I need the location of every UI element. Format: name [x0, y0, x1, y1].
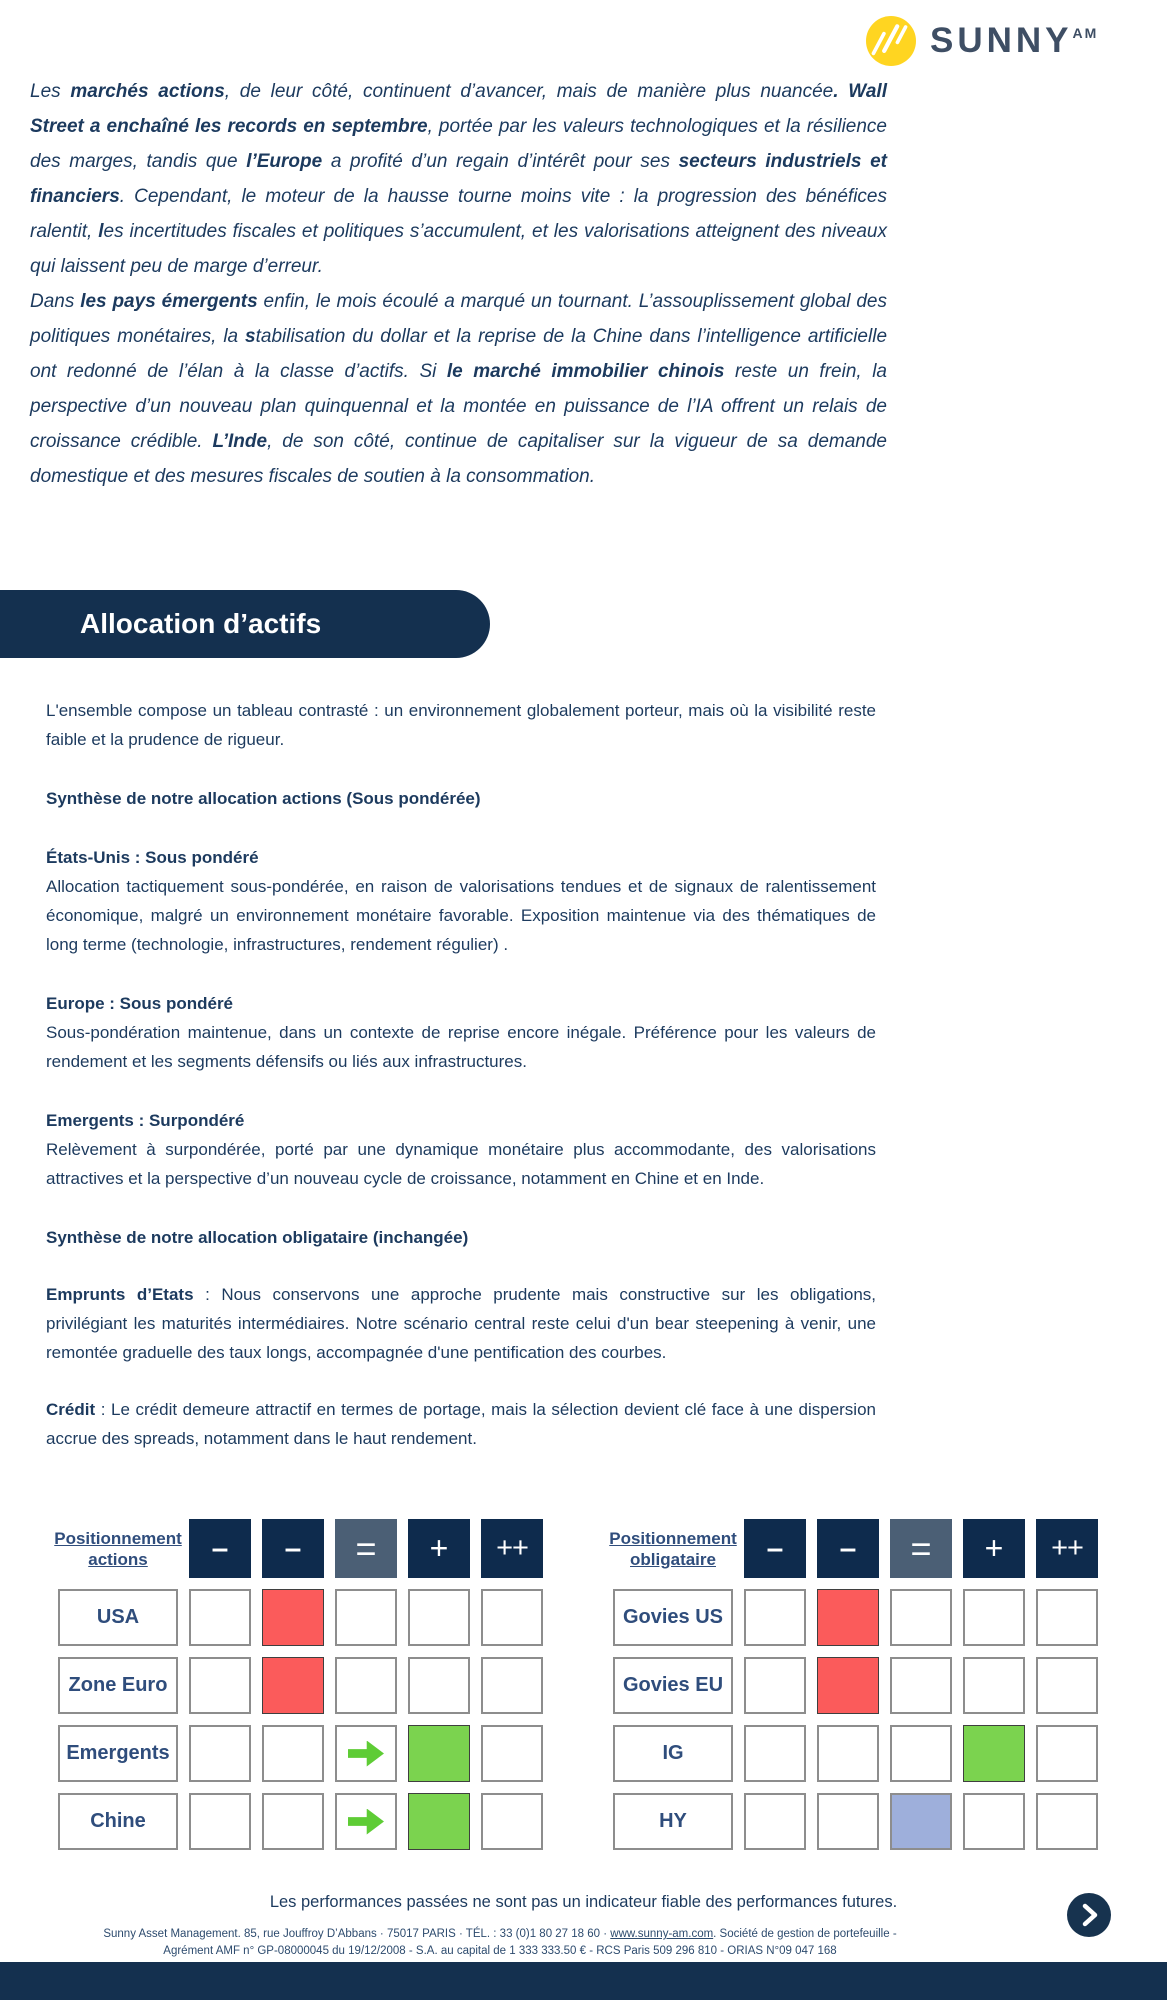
cell-cn-1: [189, 1793, 251, 1850]
allocation-intro: L'ensemble compose un tableau contrasté : un environnement globalement porteur, mais où la visibilité reste faible et la prudence de rigueur.: [46, 701, 876, 749]
cell-em-2: [262, 1725, 324, 1782]
header-plus-plus: ++: [481, 1519, 543, 1578]
row-label-govies-eu: Govies EU: [613, 1657, 733, 1714]
bond-table-title: [609, 1519, 737, 1578]
header-plus: +: [963, 1519, 1025, 1578]
credit-paragraph: Crédit : Le crédit demeure attractif en termes de portage, mais la sélection devient clé face à une dispersion accrue des spreads, notamment dans le haut rendement.: [46, 1400, 876, 1448]
header-equal: =: [890, 1519, 952, 1578]
cell-geu-2: [817, 1657, 879, 1714]
header-minus: –: [817, 1519, 879, 1578]
europe-body: Sous-pondération maintenue, dans un contexte de reprise encore inégale. Préférence pour les valeurs de rendement et les segments défensifs ou liés aux infrastructures.: [46, 1023, 876, 1071]
cell-euro-4: [408, 1657, 470, 1714]
bottom-bar: [0, 1962, 1167, 2000]
cell-usa-1: [189, 1589, 251, 1646]
cell-gus-2: [817, 1589, 879, 1646]
emergents-heading: Emergents : Surpondéré: [46, 1111, 245, 1130]
header-equal: =: [335, 1519, 397, 1578]
header-plus: +: [408, 1519, 470, 1578]
usa-body: Allocation tactiquement sous-pondérée, en raison de valorisations tendues et de signaux de ralentissement économique, malgré un environnement monétaire favorable. Exposition maintenue via des thématiques de long terme (technologie, infrastructures, rendement régulier) .: [46, 877, 876, 954]
cell-usa-5: [481, 1589, 543, 1646]
equity-positioning-table: [54, 1519, 543, 1850]
govies-paragraph: Emprunts d’Etats : Nous conservons une approche prudente mais constructive sur les obligations, privilégiant les maturités intermédiaires. Notre scénario central reste celui d'un bear steepening à venir, une remontée graduelle des taux longs, accompagnée d'une pentification des courbes.: [46, 1285, 876, 1362]
cell-geu-1: [744, 1657, 806, 1714]
cell-ig-4: [963, 1725, 1025, 1782]
cell-gus-5: [1036, 1589, 1098, 1646]
table-title-line1: Positionnement: [609, 1528, 737, 1548]
cell-hy-3: [890, 1793, 952, 1850]
table-title-line2: obligataire: [630, 1549, 716, 1569]
row-label-emergents: Emergents: [58, 1725, 178, 1782]
header-minus-minus: –: [744, 1519, 806, 1578]
emergents-body: Relèvement à surpondérée, porté par une dynamique monétaire plus accommodante, des valorisations attractives et la perspective d’un nouveau cycle de croissance, notamment en Chine et en Inde.: [46, 1140, 876, 1188]
cell-em-3: [335, 1725, 397, 1782]
cell-cn-2: [262, 1793, 324, 1850]
bond-positioning-table: [609, 1519, 1098, 1850]
cell-gus-4: [963, 1589, 1025, 1646]
brand-suffix: AM: [1072, 25, 1099, 41]
market-commentary: [30, 74, 887, 494]
row-label-ig: IG: [613, 1725, 733, 1782]
cell-geu-4: [963, 1657, 1025, 1714]
cell-euro-2: [262, 1657, 324, 1714]
cell-usa-4: [408, 1589, 470, 1646]
row-label-chine: Chine: [58, 1793, 178, 1850]
cell-geu-5: [1036, 1657, 1098, 1714]
header-minus-minus: –: [189, 1519, 251, 1578]
equity-allocation-heading: Synthèse de notre allocation actions (Sous pondérée): [46, 789, 481, 808]
header-minus: –: [262, 1519, 324, 1578]
cell-hy-4: [963, 1793, 1025, 1850]
brand-name: SUNNY: [930, 21, 1073, 60]
row-label-zone-euro: Zone Euro: [58, 1657, 178, 1714]
cell-euro-1: [189, 1657, 251, 1714]
row-label-govies-us: Govies US: [613, 1589, 733, 1646]
cell-euro-5: [481, 1657, 543, 1714]
cell-cn-4: [408, 1793, 470, 1850]
paragraph-equity-markets: Les marchés actions, de leur côté, continuent d’avancer, mais de manière plus nuancée. Wall Street a enchaîné les records en septembre, portée par les valeurs technologiques et la résilience des marges, tandis que l’Europe a profité d’un regain d’intérêt pour ses secteurs industriels et financiers. Cependant, le moteur de la hausse tourne moins vite : la progression des bénéfices ralentit, les incertitudes fiscales et politiques s’accumulent, et les valorisations atteignent des niveaux qui laissent peu de marge d’erreur.: [30, 81, 887, 277]
next-page-button[interactable]: [1067, 1893, 1111, 1937]
performance-disclaimer: Les performances passées ne sont pas un indicateur fiable des performances futures.: [269, 1893, 898, 1911]
cell-hy-1: [744, 1793, 806, 1850]
legal-line1-before: Sunny Asset Management. 85, rue Jouffroy D’Abbans · 75017 PARIS · TÉL. : 33 (0)1 80 27 18 60 ·: [103, 1928, 611, 1940]
website-link[interactable]: www.sunny-am.com: [610, 1928, 714, 1940]
cell-geu-3: [890, 1657, 952, 1714]
arrow-right-icon: [348, 1741, 384, 1767]
sunny-am-logo: [866, 16, 1098, 66]
europe-heading: Europe : Sous pondéré: [46, 994, 234, 1013]
table-title-line1: Positionnement: [54, 1528, 182, 1548]
arrow-right-icon: [348, 1809, 384, 1835]
cell-gus-1: [744, 1589, 806, 1646]
cell-hy-5: [1036, 1793, 1098, 1850]
section-title: Allocation d’actifs: [80, 608, 322, 639]
cell-cn-5: [481, 1793, 543, 1850]
legal-notice: [0, 1926, 1000, 1960]
cell-cn-3: [335, 1793, 397, 1850]
cell-em-4: [408, 1725, 470, 1782]
row-label-usa: USA: [58, 1589, 178, 1646]
allocation-section: [46, 696, 876, 1453]
usa-heading: États-Unis : Sous pondéré: [46, 848, 259, 867]
cell-gus-3: [890, 1589, 952, 1646]
cell-euro-3: [335, 1657, 397, 1714]
cell-ig-1: [744, 1725, 806, 1782]
legal-line1-after: . Société de gestion de portefeuille -: [713, 1928, 897, 1940]
cell-usa-3: [335, 1589, 397, 1646]
row-label-hy: HY: [613, 1793, 733, 1850]
cell-em-5: [481, 1725, 543, 1782]
cell-em-1: [189, 1725, 251, 1782]
equity-table-title: [54, 1519, 182, 1578]
legal-line2: Agrément AMF n° GP-08000045 du 19/12/2008 - S.A. au capital de 1 333 333.50 € - RCS Paris 509 296 810 - ORIAS N°09 047 168: [163, 1945, 837, 1957]
paragraph-emerging-markets: Dans les pays émergents enfin, le mois écoulé a marqué un tournant. L’assouplissement global des politiques monétaires, la stabilisation du dollar et la reprise de la Chine dans l’intelligence artificielle ont redonné de l’élan à la classe d’actifs. Si le marché immobilier chinois reste un frein, la perspective d’un nouveau plan quinquennal et la montée en puissance de l’IA offrent un relais de croissance crédible. L’Inde, de son côté, continue de capitaliser sur la vigueur de sa demande domestique et des mesures fiscales de soutien à la consommation.: [30, 291, 888, 487]
chevron-right-icon: [1067, 1893, 1111, 1937]
cell-ig-2: [817, 1725, 879, 1782]
cell-ig-5: [1036, 1725, 1098, 1782]
sun-icon: [866, 16, 916, 66]
section-banner-allocation: [0, 590, 490, 658]
bond-allocation-heading: Synthèse de notre allocation obligataire (inchangée): [46, 1228, 469, 1247]
header-plus-plus: ++: [1036, 1519, 1098, 1578]
cell-ig-3: [890, 1725, 952, 1782]
cell-usa-2: [262, 1589, 324, 1646]
cell-hy-2: [817, 1793, 879, 1850]
table-title-line2: actions: [88, 1549, 148, 1569]
